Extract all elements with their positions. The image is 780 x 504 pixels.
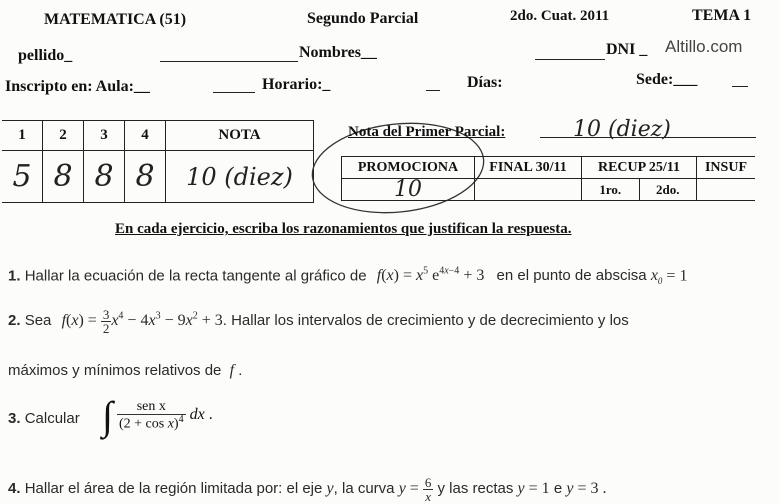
inscripto-label: Inscripto en: Aula:__ [5,78,150,95]
first-partial-line [540,137,756,138]
exercise-1-text-2: en el punto de abscisa [496,267,647,285]
exercise-4-number: 4. [8,480,21,498]
exercise-4: 4. Hallar el área de la región limitada por: el eje y, la curva y = $\frac{6}{x}$ y las rectas y = 1 e y = 3 . [8,475,607,504]
exam-tema: TEMA 1 [692,7,752,24]
exercise-2-continued: máximos y mínimos relativos de f . [8,362,243,379]
horario-field[interactable] [426,90,440,91]
exercise-3-formula: ∫ $\frac{\text{sen x}}{(2 + \cos x)^4}$ dx . [102,393,213,438]
status-promociona: PROMOCIONA [342,157,475,179]
grade-ex1: 5 [2,151,43,203]
grade-header-4: 4 [125,121,166,151]
apellido-field[interactable] [160,61,298,62]
sede-field[interactable] [732,86,748,87]
exercise-1: 1. Hallar la ecuación de la recta tangente al gráfico de $f(x) = x^5$ $e^{4x-4} + 3$ en el punto de abscisa $x_0 = 1$ [8,266,688,287]
status-recup: RECUP 25/11 [582,157,697,179]
course-title: MATEMATICA (51) [44,11,187,28]
grade-ex3: 8 [84,151,125,203]
dni-label: DNI _ [606,41,648,58]
exercise-3-text: Calcular [24,410,80,427]
instruction: En cada ejercicio, escriba los razonamientos que justifican la respuesta. [115,221,572,237]
horario-label: Horario:_ [262,76,331,93]
exercise-1-number: 1. [8,267,21,285]
exercise-2 [8,308,629,335]
grades-table [2,120,314,203]
status-recup-1: 1ro. [582,179,640,201]
grade-ex4: 8 [125,151,166,203]
grade-header-3: 3 [84,121,125,151]
exercise-2-text-2: . Hallar los intervalos de crecimiento y de decrecimiento y los [222,312,629,330]
exercise-3-number: 3. [8,410,21,427]
first-partial-grade: 10 (diez) [573,117,671,142]
watermark: Altillo.com [665,37,743,56]
grade-header-1: 1 [2,121,43,151]
first-partial-label: Nota del Primer Parcial: [348,124,506,140]
grade-header-nota: NOTA [166,121,314,151]
dias-label: Días: [467,74,503,91]
exercise-2-formula: f(x) = $\frac{3}{2}$ $x^4 - 4x^3 - 9x^2 + 3$ [61,307,223,336]
exercise-4-text-2: la curva [341,480,395,498]
status-table [341,156,755,201]
exercise-2-number: 2. [8,312,21,330]
nombres-field[interactable] [535,59,605,60]
status-insuf: INSUF [697,157,756,179]
exercise-2-text: Sea [24,312,52,330]
status-insuf-cell [697,179,756,201]
grade-nota: 10 (diez) [166,151,314,203]
aula-field[interactable] [213,92,255,93]
grade-header-2: 2 [43,121,84,151]
status-recup-2: 2do. [639,179,697,201]
exam-title: Segundo Parcial [307,10,419,27]
exam-period: 2do. Cuat. 2011 [510,8,610,24]
nombres-label: Nombres__ [299,44,377,61]
exercise-3 [8,410,80,427]
status-promociona-grade: 10 [342,179,475,201]
status-final: FINAL 30/11 [475,157,582,179]
sede-label: Sede:___ [636,71,698,88]
exercise-1-formula: f [376,267,382,285]
status-final-cell [475,179,582,201]
apellido-label: pellido_ [18,47,73,64]
exercise-1-text: Hallar la ecuación de la recta tangente al gráfico de [24,267,367,285]
grade-ex2: 8 [43,151,84,203]
exercise-4-text-3: y las rectas [437,480,514,498]
exercise-4-text: Hallar el área de la región limitada por: el eje [24,480,323,498]
